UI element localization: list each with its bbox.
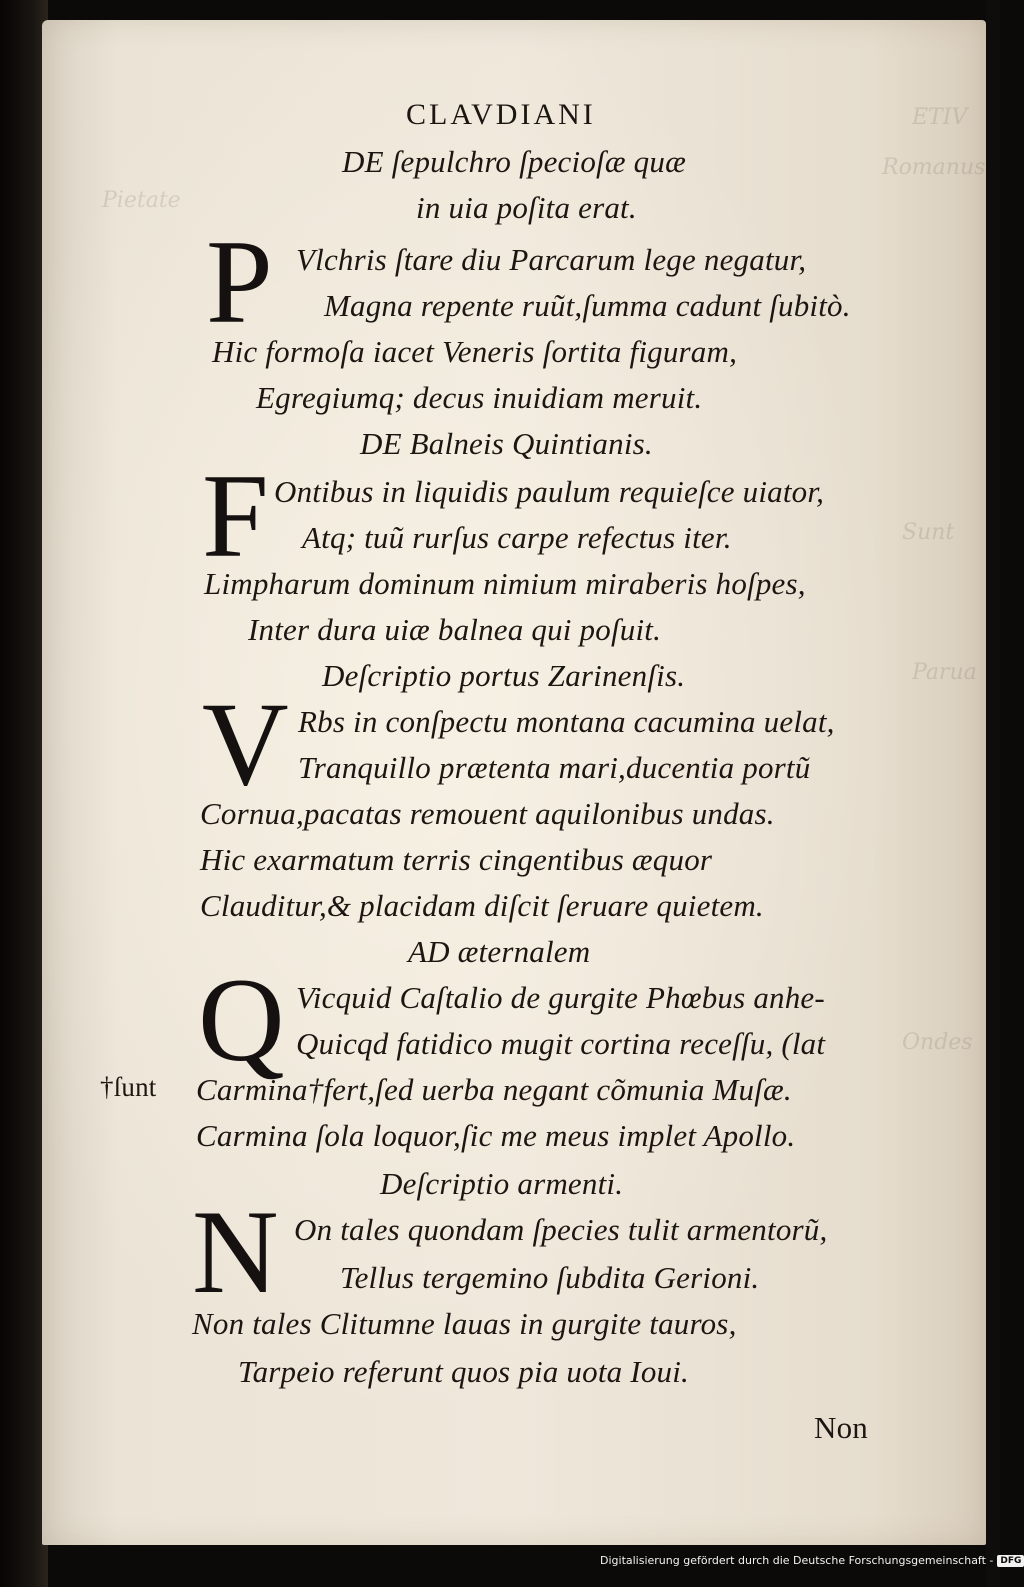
poem-1-title-line-1: DE ſepulchro ſpecioſæ quæ bbox=[342, 144, 686, 179]
poem-3-line-2: Tranquillo prætenta mari,ducentia portũ bbox=[298, 750, 811, 785]
running-header: CLAVDIANI bbox=[406, 98, 596, 131]
book-page bbox=[42, 20, 986, 1545]
poem-4-line-3: Carmina†fert,ſed uerba negant cõmunia Muſæ. bbox=[196, 1072, 792, 1107]
poem-3-initial: V bbox=[202, 677, 289, 810]
binding-edge bbox=[0, 0, 48, 1587]
poem-5-line-2: Tellus tergemino ſubdita Gerioni. bbox=[340, 1260, 760, 1295]
poem-3-title: Deſcriptio portus Zarinenſis. bbox=[322, 658, 686, 693]
show-through-1: ETIV bbox=[912, 105, 968, 130]
poem-4-line-1: Vicquid Caſtalio de gurgite Phœbus anhe- bbox=[296, 980, 825, 1015]
poem-2-line-4: Inter dura uiæ balnea qui poſuit. bbox=[248, 612, 662, 647]
poem-4-title: AD æternalem bbox=[408, 934, 591, 969]
poem-2-initial: F bbox=[202, 449, 269, 582]
poem-2-line-1: Ontibus in liquidis paulum requieſce uiator, bbox=[274, 474, 825, 509]
dfg-logo: DFG bbox=[997, 1555, 1024, 1567]
poem-3-line-1: Rbs in conſpectu montana cacumina uelat, bbox=[298, 704, 835, 739]
poem-5-line-3: Non tales Clitumne lauas in gurgite tauros, bbox=[192, 1306, 737, 1341]
poem-5-title: Deſcriptio armenti. bbox=[380, 1166, 624, 1201]
poem-3-line-3: Cornua,pacatas remouent aquilonibus undas. bbox=[200, 796, 775, 831]
poem-1-line-1: Vlchris ſtare diu Parcarum lege negatur, bbox=[296, 242, 807, 277]
margin-note: †ſunt bbox=[100, 1072, 157, 1102]
poem-5-line-1: On tales quondam ſpecies tulit armentorũ, bbox=[294, 1212, 828, 1247]
poem-2-line-3: Limpharum dominum nimium miraberis hoſpes, bbox=[204, 566, 806, 601]
show-through-3: Pietate bbox=[102, 188, 181, 213]
poem-3-line-5: Clauditur,& placidam diſcit ſeruare quietem. bbox=[200, 888, 764, 923]
poem-3-line-4: Hic exarmatum terris cingentibus æquor bbox=[200, 842, 713, 877]
digitization-credit bbox=[600, 1554, 1024, 1567]
poem-2-line-2: Atq; tuũ rurſus carpe refectus iter. bbox=[302, 520, 732, 555]
poem-1-line-2: Magna repente ruũt,ſumma cadunt ſubitò. bbox=[324, 288, 851, 323]
catchword: Non bbox=[814, 1410, 868, 1445]
right-edge bbox=[986, 0, 1000, 1587]
poem-5-line-4: Tarpeio referunt quos pia uota Ioui. bbox=[238, 1354, 689, 1389]
poem-4-initial: Q bbox=[198, 953, 285, 1086]
show-through-2: Romanus bbox=[882, 155, 986, 180]
credit-text: Digitalisierung gefördert durch die Deutsche Forschungsgemeinschaft - bbox=[600, 1554, 994, 1567]
show-through-5: Parua bbox=[912, 660, 977, 685]
show-through-4: Sunt bbox=[902, 520, 955, 545]
poem-1-initial: P bbox=[206, 215, 273, 348]
poem-1-title-line-2: in uia poſita erat. bbox=[416, 190, 637, 225]
show-through-6: Ondes bbox=[902, 1030, 973, 1055]
poem-4-line-4: Carmina ſola loquor,ſic me meus implet Apollo. bbox=[196, 1118, 796, 1153]
poem-5-initial: N bbox=[192, 1185, 279, 1318]
poem-1-line-3: Hic formoſa iacet Veneris ſortita figuram, bbox=[212, 334, 738, 369]
poem-1-line-4: Egregiumq; decus inuidiam meruit. bbox=[256, 380, 703, 415]
poem-4-line-2: Quicqd fatidico mugit cortina receſſu, (lat bbox=[296, 1026, 826, 1061]
poem-2-title: DE Balneis Quintianis. bbox=[360, 426, 653, 461]
